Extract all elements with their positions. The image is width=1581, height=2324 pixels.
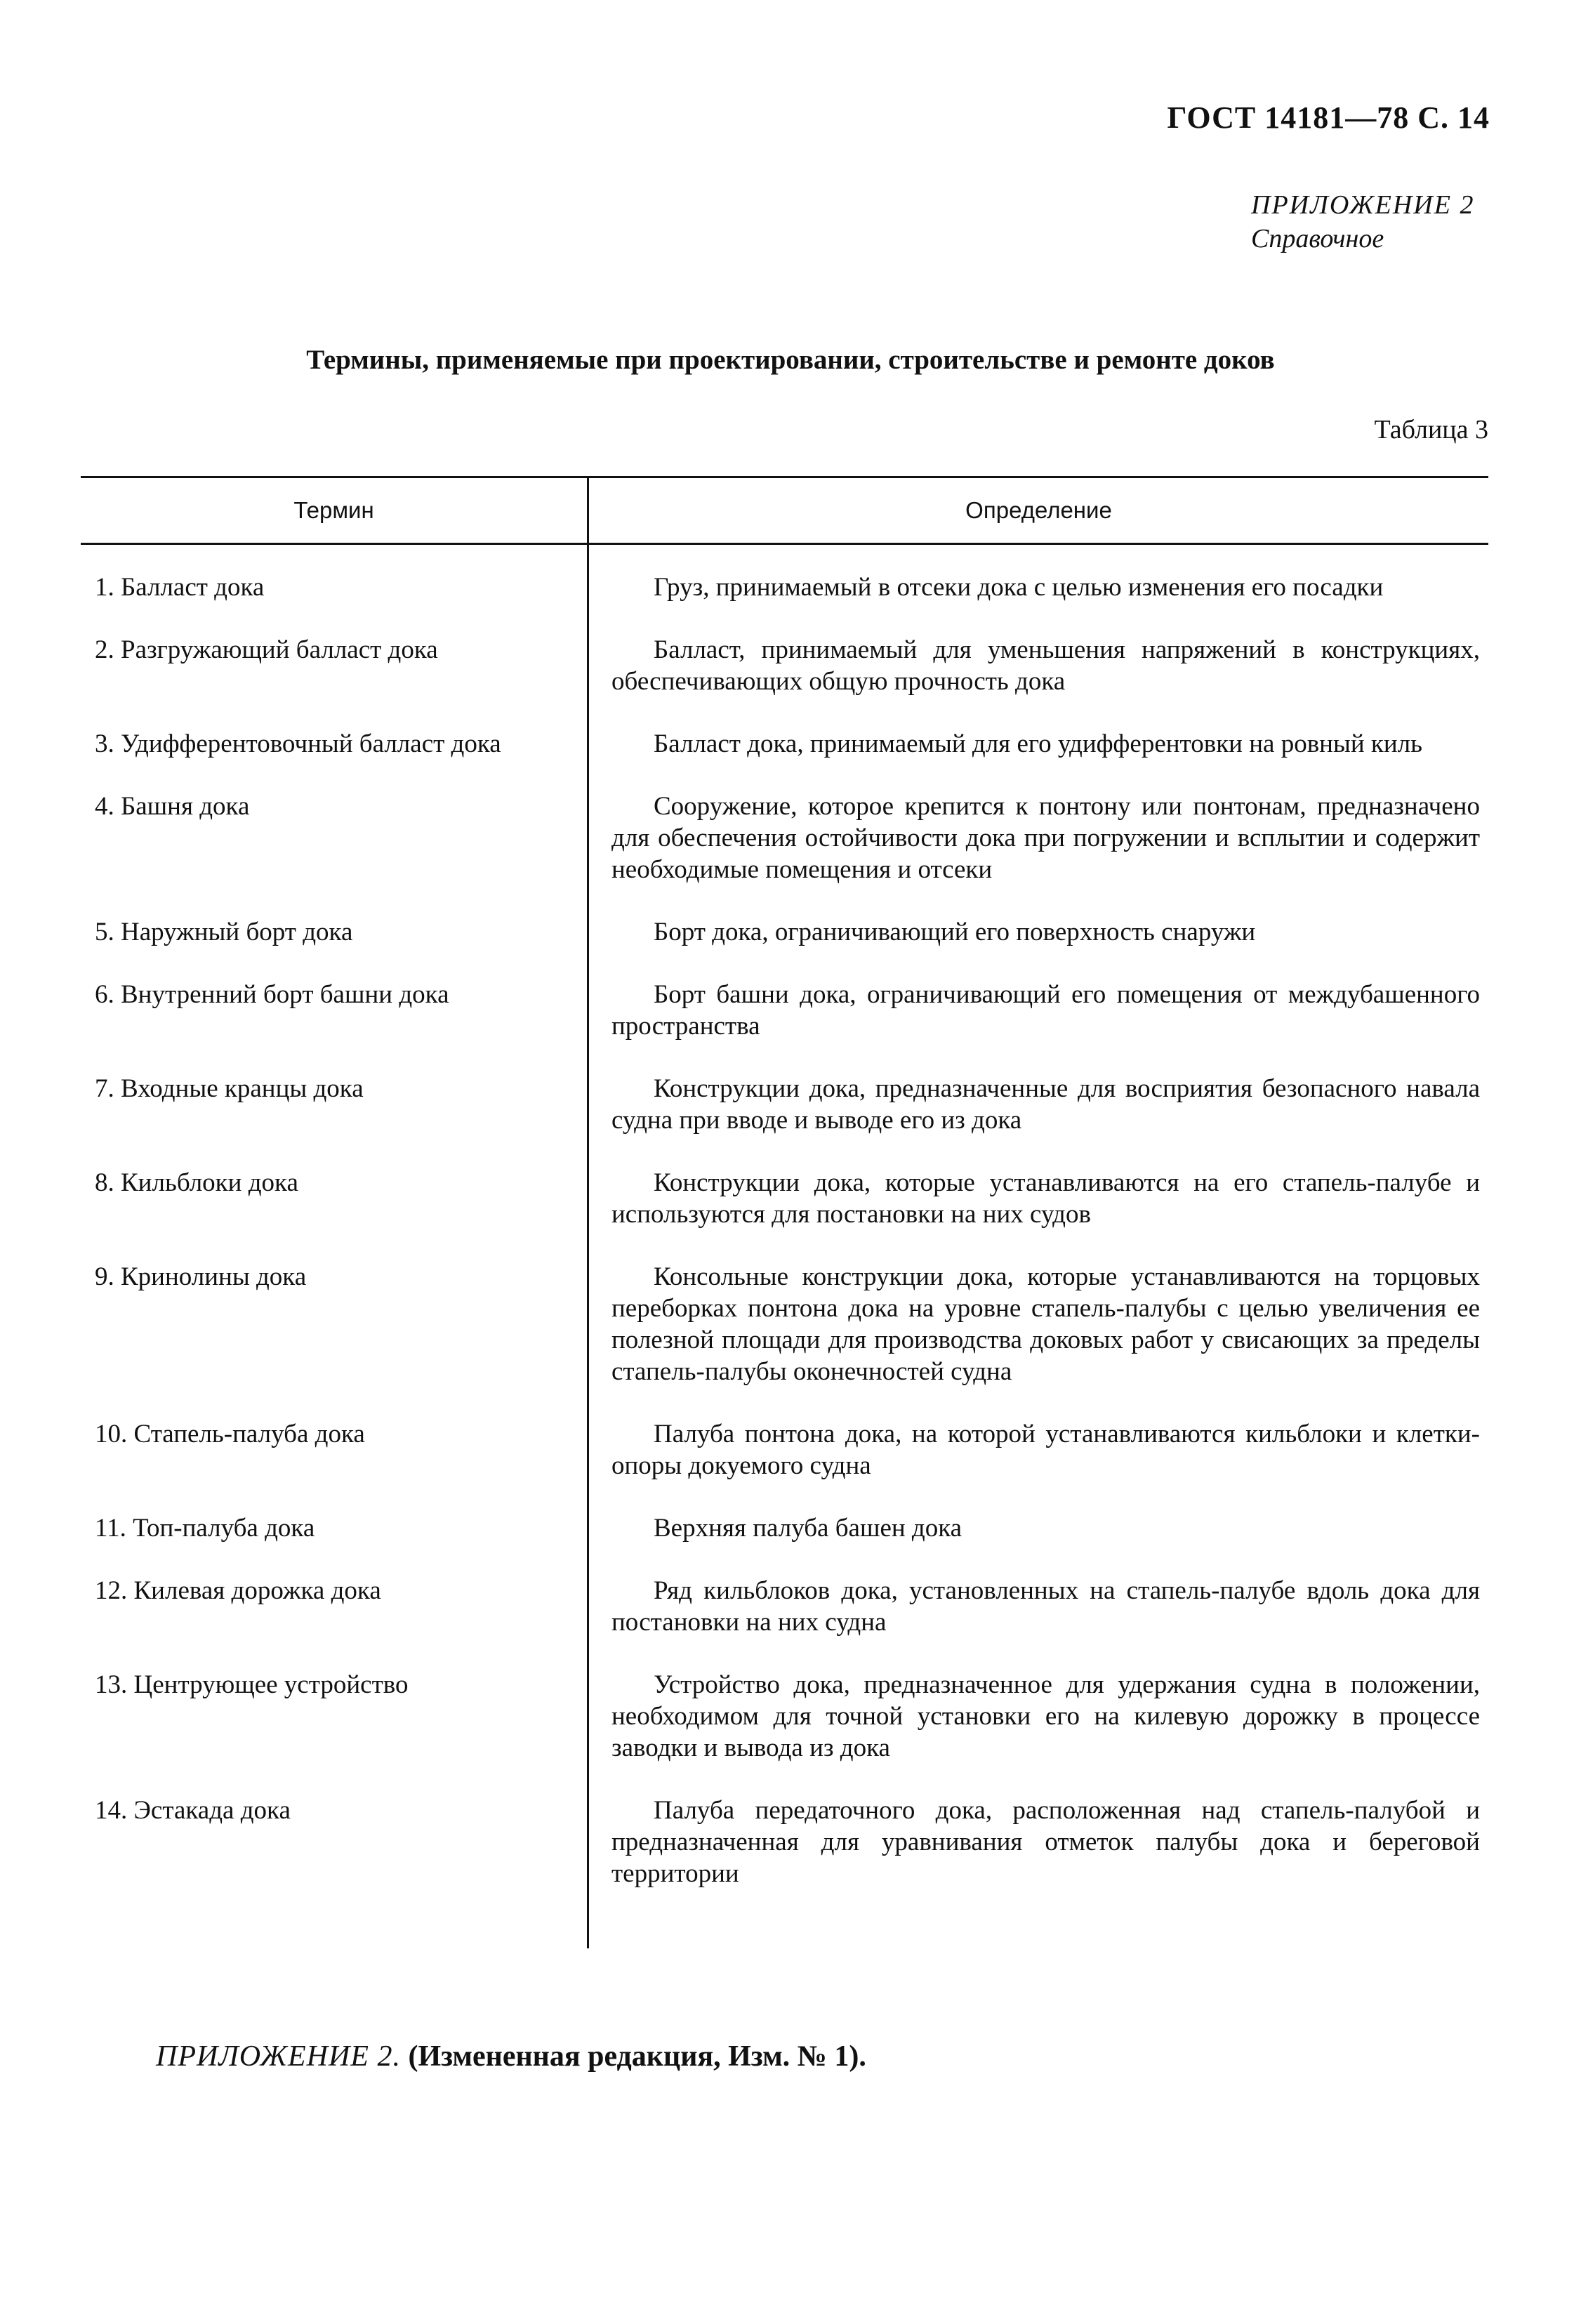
table-row bbox=[81, 1512, 1488, 1544]
table-row bbox=[81, 1167, 1488, 1230]
definition-cell: Балласт дока, принимаемый для его удифферентовки на ровный киль bbox=[654, 729, 1422, 758]
definition-cell: Устройство дока, предназначенное для удержания судна в положении, необходимом для точной установки его на килевую дорожку в процессе заводки и вывода из дока bbox=[611, 1670, 1480, 1762]
table-body bbox=[81, 545, 1488, 1948]
table-row bbox=[81, 916, 1488, 948]
term-cell: 4. Башня дока bbox=[95, 792, 250, 821]
definition-cell: Палуба понтона дока, на которой устанавливаются кильблоки и клетки-опоры докуемого судна bbox=[611, 1420, 1480, 1480]
term-cell: 2. Разгружающий балласт дока bbox=[95, 635, 438, 664]
term-cell: 10. Стапель-палуба дока bbox=[95, 1420, 365, 1448]
page-header: ГОСТ 14181—78 С. 14 bbox=[1167, 100, 1490, 135]
table-row bbox=[81, 728, 1488, 760]
definition-cell: Верхняя палуба башен дока bbox=[654, 1514, 963, 1543]
column-header-term: Термин bbox=[293, 497, 374, 523]
revision-note-text: (Измененная редакция, Изм. № 1). bbox=[408, 2040, 866, 2073]
definition-cell: Груз, принимаемый в отсеки дока с целью изменения его посадки bbox=[654, 573, 1384, 602]
revision-note bbox=[156, 2040, 866, 2073]
term-cell: 9. Кринолины дока bbox=[95, 1262, 307, 1291]
term-cell: 11. Топ-палуба дока bbox=[95, 1514, 315, 1543]
definition-cell: Борт дока, ограничивающий его поверхность снаружи bbox=[654, 918, 1256, 946]
term-cell: 5. Наружный борт дока bbox=[95, 918, 353, 946]
term-cell: 6. Внутренний борт башни дока bbox=[95, 980, 449, 1009]
terms-table bbox=[81, 476, 1488, 1948]
appendix-type: Справочное bbox=[1251, 224, 1384, 253]
column-header-definition: Определение bbox=[587, 478, 1488, 543]
table-row bbox=[81, 791, 1488, 885]
revision-note-appendix: ПРИЛОЖЕНИЕ 2. bbox=[156, 2040, 401, 2073]
table-row bbox=[81, 1575, 1488, 1638]
table-row bbox=[81, 1073, 1488, 1136]
term-cell: 3. Удифферентовочный балласт дока bbox=[95, 729, 501, 758]
definition-cell: Конструкции дока, предназначенные для восприятия безопасного навала судна при вводе и выводе его из дока bbox=[611, 1074, 1480, 1135]
table-row bbox=[81, 1261, 1488, 1387]
appendix-label bbox=[1251, 188, 1474, 256]
term-cell: 1. Балласт дока bbox=[95, 573, 265, 602]
table-row bbox=[81, 634, 1488, 697]
term-cell: 13. Центрующее устройство bbox=[95, 1670, 409, 1699]
table-label: Таблица 3 bbox=[1374, 415, 1488, 444]
table-row bbox=[81, 572, 1488, 603]
definition-cell: Палуба передаточного дока, расположенная над стапель-палубой и предназначенная для уравнивания отметок палубы дока и береговой территории bbox=[611, 1796, 1480, 1888]
term-cell: 14. Эстакада дока bbox=[95, 1796, 291, 1825]
appendix-number: ПРИЛОЖЕНИЕ 2 bbox=[1251, 190, 1475, 220]
table-row bbox=[81, 1669, 1488, 1764]
definition-cell: Борт башни дока, ограничивающий его помещения от междубашенного пространства bbox=[611, 980, 1480, 1041]
term-cell: 7. Входные кранцы дока bbox=[95, 1074, 364, 1103]
definition-cell: Ряд кильблоков дока, установленных на стапель-палубе вдоль дока для постановки на них судна bbox=[611, 1576, 1480, 1637]
table-row bbox=[81, 1795, 1488, 1889]
table-row bbox=[81, 1418, 1488, 1481]
term-cell: 12. Килевая дорожка дока bbox=[95, 1576, 381, 1605]
definition-cell: Конструкции дока, которые устанавливаются на его стапель-палубе и используются для постановки на них судов bbox=[611, 1168, 1480, 1229]
document-title: Термины, применяемые при проектировании, строительстве и ремонте доков bbox=[306, 345, 1275, 375]
table-row bbox=[81, 979, 1488, 1042]
definition-cell: Балласт, принимаемый для уменьшения напряжений в конструкциях, обеспечивающих общую прочность дока bbox=[611, 635, 1480, 696]
table-header bbox=[81, 476, 1488, 545]
definition-cell: Консольные конструкции дока, которые устанавливаются на торцовых переборках понтона дока на уровне стапель-палубы с целью увеличения ее полезной площади для производства доковых работ у свисающих за пределы стапель-палубы оконечностей судна bbox=[611, 1262, 1480, 1386]
term-cell: 8. Кильблоки дока bbox=[95, 1168, 298, 1197]
definition-cell: Сооружение, которое крепится к понтону или понтонам, предназначено для обеспечения остойчивости дока при погружении и всплытии и содержит необходимые помещения и отсеки bbox=[611, 792, 1480, 884]
